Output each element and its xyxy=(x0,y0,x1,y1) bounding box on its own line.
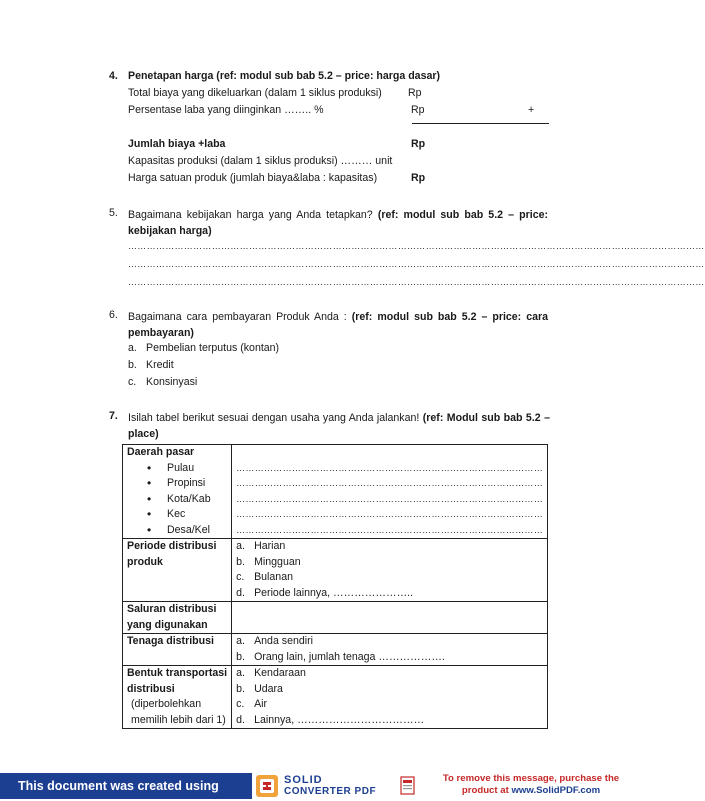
period-option-b[interactable] xyxy=(236,555,543,571)
market-area-label: Daerah pasar xyxy=(127,446,195,458)
option-label: Bulanan xyxy=(254,571,293,583)
unit-price-value: Rp xyxy=(411,172,426,184)
option-label: Periode lainnya, ………………….. xyxy=(254,586,414,599)
logo-top-text: SOLID xyxy=(284,774,323,786)
sum-label: Jumlah biaya +laba xyxy=(128,138,226,150)
list-item: • Kota/Kab xyxy=(147,492,227,508)
solid-converter-logo[interactable] xyxy=(256,774,416,798)
market-area-list xyxy=(147,461,227,539)
transport-options-cell xyxy=(232,666,548,729)
period-option-a[interactable] xyxy=(236,539,543,555)
logo-bottom-text: CONVERTER PDF xyxy=(284,786,377,797)
period-options-cell xyxy=(232,539,548,602)
option-key: b. xyxy=(128,359,137,371)
option-label: Harian xyxy=(254,540,286,552)
option-key: d. xyxy=(236,713,245,726)
question-ref: (ref: modul sub bab 5.2 – price: kebijakan harga) xyxy=(128,209,549,237)
banner-right-prefix: product at xyxy=(461,785,512,796)
question-prompt: Bagaimana cara pembayaran Produk Anda : xyxy=(128,311,347,323)
transport-options xyxy=(236,666,543,728)
staff-option-b[interactable] xyxy=(236,650,543,666)
sum-rule xyxy=(412,123,549,124)
market-area-cell xyxy=(123,445,232,539)
question-ref: (ref: modul sub bab 5.2 – price: cara pembayaran) xyxy=(128,311,548,339)
table-row xyxy=(123,539,548,602)
banner-right-text xyxy=(428,773,634,797)
transport-option-d[interactable] xyxy=(236,713,543,729)
payment-option-b[interactable] xyxy=(128,359,174,371)
list-item: • Kec xyxy=(147,507,227,523)
payment-option-a[interactable] xyxy=(128,342,279,354)
answer-line[interactable]: ……………………………………………………………………………………… xyxy=(236,509,543,519)
channel-answer-cell[interactable] xyxy=(232,602,548,634)
channel-label: Saluran distribusi yang digunakan xyxy=(123,602,232,634)
option-key: b. xyxy=(236,555,245,568)
answer-line-3[interactable]: …………………………………………………………………………………………………………………………………………………………………… xyxy=(128,277,705,287)
sum-value: Rp xyxy=(411,138,426,150)
market-area-answers xyxy=(232,445,548,539)
question-number: 6. xyxy=(109,309,118,321)
period-option-d[interactable] xyxy=(236,586,543,602)
answer-line[interactable]: ……………………………………………………………………………………… xyxy=(236,524,543,535)
option-key: d. xyxy=(236,586,245,599)
question-text xyxy=(128,309,548,341)
option-label: Mingguan xyxy=(254,555,301,568)
question-text xyxy=(128,207,548,239)
total-cost-value: Rp xyxy=(408,87,422,99)
banner-left-text: This document was created using xyxy=(0,773,252,799)
plus-sign: + xyxy=(528,104,535,116)
answer-line[interactable]: ……………………………………………………………………………………… xyxy=(236,493,543,504)
option-label: Lainnya, ……………………………… xyxy=(254,713,425,726)
option-label: Kendaraan xyxy=(254,667,306,679)
list-item: • Propinsi xyxy=(147,476,227,492)
option-key: c. xyxy=(236,571,245,583)
transport-option-b[interactable] xyxy=(236,682,543,698)
list-item: • Desa/Kel xyxy=(147,523,227,539)
answer-line-2[interactable]: …………………………………………………………………………………………………………………………………………………………………… xyxy=(128,259,705,269)
answer-line[interactable]: ……………………………………………………………………………………… xyxy=(236,462,543,473)
option-label: Konsinyasi xyxy=(146,376,198,388)
transport-note: (diperbolehkan memilih lebih dari 1) xyxy=(131,698,226,726)
question-text xyxy=(128,410,550,442)
distribution-table xyxy=(122,444,548,729)
option-label: Pembelian terputus (kontan) xyxy=(146,342,280,354)
question-number: 5. xyxy=(109,207,118,219)
answer-line[interactable]: ……………………………………………………………………………………… xyxy=(236,478,543,488)
banner-right-line-1: To remove this message, purchase the xyxy=(442,773,620,784)
option-key: a. xyxy=(236,667,245,679)
option-label: Udara xyxy=(254,682,283,695)
staff-options xyxy=(236,634,543,665)
option-key: c. xyxy=(236,698,245,710)
unit-price-label: Harga satuan produk (jumlah biaya&laba : kapasitas) xyxy=(128,172,378,184)
solidpdf-link[interactable]: www.SolidPDF.com xyxy=(511,785,601,796)
table-row xyxy=(123,602,548,634)
transport-option-c[interactable] xyxy=(236,697,543,713)
option-key: b. xyxy=(236,682,245,695)
profit-value: Rp xyxy=(411,104,425,116)
question-number: 7. xyxy=(109,410,118,422)
list-item: • Pulau xyxy=(147,461,227,477)
period-label: Periode distribusi produk xyxy=(123,539,232,602)
profit-percentage-label: Persentase laba yang diinginkan …….. % xyxy=(128,104,324,116)
staff-options-cell xyxy=(232,634,548,666)
transport-option-a[interactable] xyxy=(236,666,543,682)
transport-label: Bentuk transportasi distribusi xyxy=(127,667,228,695)
option-label: Orang lain, jumlah tenaga ………………. xyxy=(254,650,445,663)
answer-line-1[interactable]: …………………………………………………………………………………………………………………………………………………………………… xyxy=(128,241,705,251)
option-key: a. xyxy=(236,635,245,647)
table-row xyxy=(123,634,548,666)
question-title: Penetapan harga (ref: modul sub bab 5.2 – price: harga dasar) xyxy=(128,70,441,82)
option-key: a. xyxy=(128,342,137,354)
staff-label: Tenaga distribusi xyxy=(123,634,232,666)
total-cost-label: Total biaya yang dikeluarkan (dalam 1 siklus produksi) xyxy=(128,87,382,99)
table-row xyxy=(123,666,548,729)
period-options xyxy=(236,539,543,601)
question-ref: (ref: Modul sub bab 5.2 – place) xyxy=(128,412,550,440)
option-key: c. xyxy=(128,376,137,388)
banner-right-line-2 xyxy=(428,785,634,797)
converter-banner xyxy=(0,771,638,799)
option-key: b. xyxy=(236,650,245,663)
period-option-c[interactable] xyxy=(236,570,543,586)
option-label: Air xyxy=(254,698,268,710)
option-label: Kredit xyxy=(146,359,174,371)
table-row xyxy=(123,445,548,539)
transport-cell xyxy=(123,666,232,729)
payment-option-c[interactable] xyxy=(128,376,197,388)
option-label: Anda sendiri xyxy=(254,635,313,647)
staff-option-a[interactable] xyxy=(236,634,543,650)
question-prompt: Isilah tabel berikut sesuai dengan usaha yang Anda jalankan! xyxy=(128,412,420,424)
option-key: a. xyxy=(236,540,245,552)
capacity-label: Kapasitas produksi (dalam 1 siklus produksi) ……… unit xyxy=(128,155,393,167)
question-number: 4. xyxy=(109,70,118,82)
question-prompt: Bagaimana kebijakan harga yang Anda tetapkan? xyxy=(128,209,373,221)
